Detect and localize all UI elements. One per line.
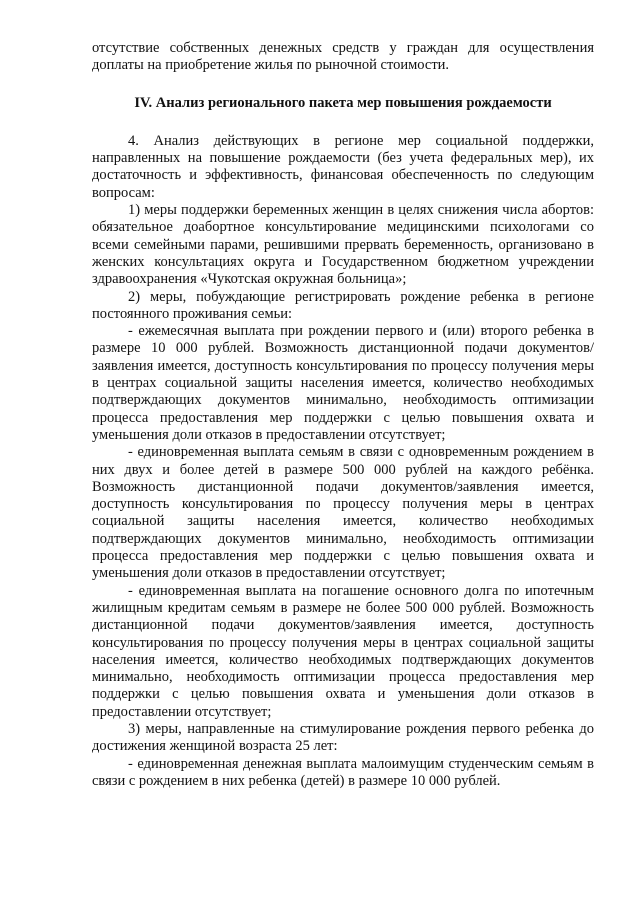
paragraph-first-child-measures: 3) меры, направленные на стимулирование рождения первого ребенка до достижения женщиной возраста 25 лет: xyxy=(92,720,594,755)
paragraph-mortgage-payment: - единовременная выплата на погашение основного долга по ипотечным жилищным кредитам семьям в размере не более 500 000 рублей. Возможность дистанционной подачи документов/заявления имеется, доступность консультирования по процессу получения меры в центрах социальной защиты населения имеется, количество необходимых подтверждающих документов минимально, необходимость оптимизации процесса предоставления мер поддержки с целью повышения охвата и уменьшения доли отказов в предоставлении отсутствует; xyxy=(92,582,594,720)
paragraph-student-family-payment: - единовременная денежная выплата малоимущим студенческим семьям в связи с рождением в них ребенка (детей) в размере 10 000 рублей. xyxy=(92,755,594,789)
document-page xyxy=(92,40,594,790)
paragraph-multiple-birth-payment: - единовременная выплата семьям в связи с одновременным рождением в них двух и более детей в размере 500 000 рублей на каждого ребёнка. Возможность дистанционной подачи документов/заявления имеется, доступность консультирования по процессу получения меры в центрах социальной защиты населения имеется, количество необходимых подтверждающих документов минимально, необходимость оптимизации процесса предоставления мер поддержки с целью повышения охвата и уменьшения доли отказов в предоставлении отсутствует; xyxy=(92,444,594,582)
intro-fragment: отсутствие собственных денежных средств у граждан для осуществления доплаты на приобретение жилья по рыночной стоимости. xyxy=(92,40,594,74)
paragraph-analysis-intro: 4. Анализ действующих в регионе мер социальной поддержки, направленных на повышение рождаемости (без учета федеральных мер), их достаточность и эффективность, финансовая обеспеченность по следующим вопросам: xyxy=(92,132,594,201)
paragraph-registration-measures: 2) меры, побуждающие регистрировать рождение ребенка в регионе постоянного проживания семьи: xyxy=(92,288,594,322)
section-heading: IV. Анализ регионального пакета мер повышения рождаемости xyxy=(134,94,552,111)
paragraph-pregnancy-support: 1) меры поддержки беременных женщин в целях снижения числа абортов: обязательное доабортное консультирование медицинскими психологами со всеми семейными парами, решившими прервать беременность, организовано в женских консультациях округа и Государственном бюджетном учреждении здравоохранения «Чукотская окружная больница»; xyxy=(92,202,594,288)
paragraph-monthly-payment: - ежемесячная выплата при рождении первого и (или) второго ребенка в размере 10 000 рублей. Возможность дистанционной подачи документов/заявления имеется, доступность консультирования по процессу получения меры в центрах социальной защиты населения имеется, количество необходимых подтверждающих документов минимально, необходимость оптимизации процесса предоставления мер поддержки с целью повышения охвата и уменьшения доли отказов в предоставлении отсутствует; xyxy=(92,323,594,443)
